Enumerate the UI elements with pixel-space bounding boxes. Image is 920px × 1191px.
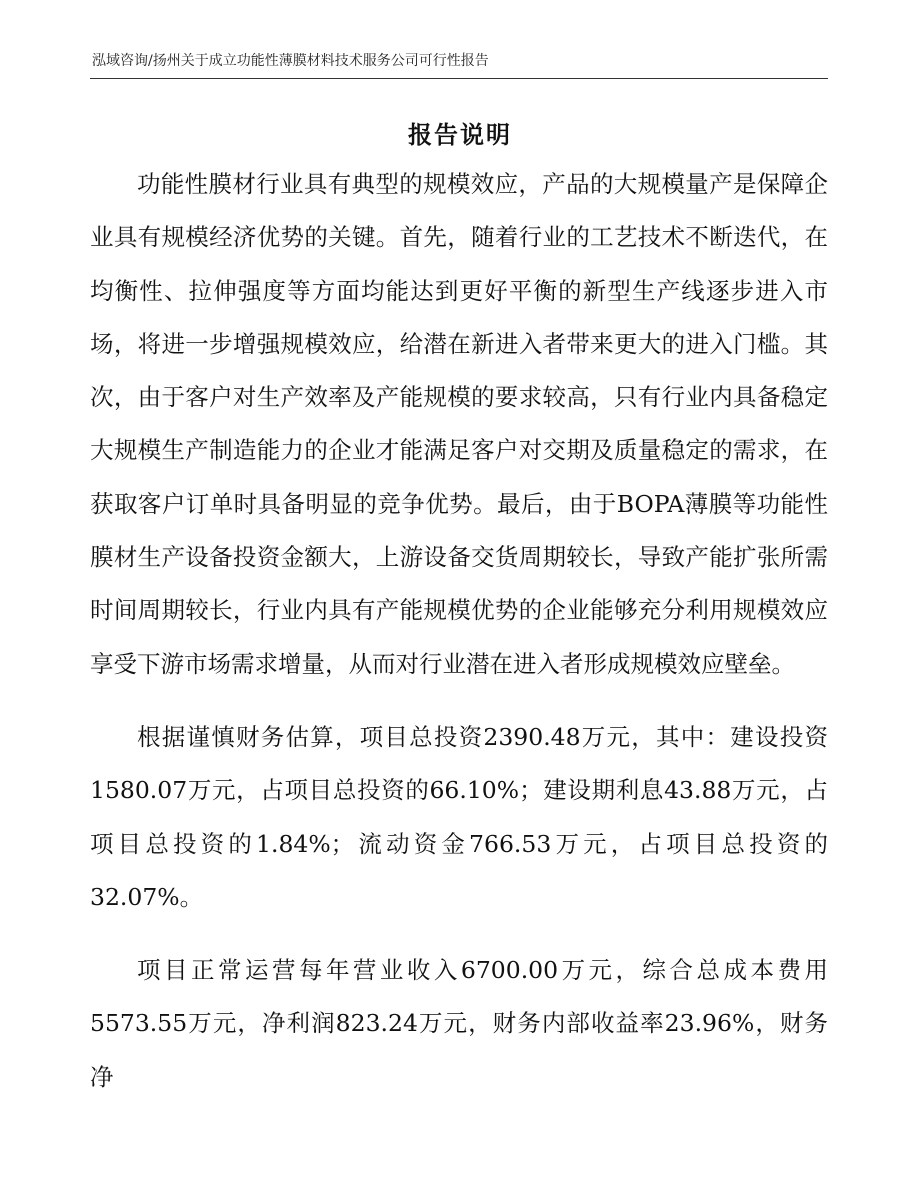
paragraph-scale-effect: 功能性膜材行业具有典型的规模效应，产品的大规模量产是保障企业具有规模经济优势的关键。首先，随着行业的工艺技术不断迭代，在均衡性、拉伸强度等方面均能达到更好平衡的新型生产线逐步进入市场，将进一步增强规模效应，给潜在新进入者带来更大的进入门槛。其次，由于客户对生产效率及产能规模的要求较高，只有行业内具备稳定大规模生产制造能力的企业才能满足客户对交期及质量稳定的需求，在获取客户订单时具备明显的竞争优势。最后，由于BOPA薄膜等功能性膜材生产设备投资金额大，上游设备交货周期较长，导致产能扩张所需时间周期较长，行业内具有产能规模优势的企业能够充分利用规模效应享受下游市场需求增量，从而对行业潜在进入者形成规模效应壁垒。	[90, 170, 828, 678]
section-title: 报告说明	[408, 120, 512, 149]
header-divider	[90, 78, 828, 79]
paragraph-operating-income: 项目正常运营每年营业收入6700.00万元，综合总成本费用5573.55万元，净利润823.24万元，财务内部收益率23.96%，财务净	[90, 956, 828, 1091]
running-header: 泓域咨询/扬州关于成立功能性薄膜材料技术服务公司可行性报告	[92, 53, 489, 69]
report-body	[90, 158, 828, 1104]
paragraph-investment-estimate: 根据谨慎财务估算，项目总投资2390.48万元，其中：建设投资1580.07万元，占项目总投资的66.10%；建设期利息43.88万元，占项目总投资的1.84%；流动资金766.53万元，占项目总投资的32.07%。	[90, 722, 828, 911]
